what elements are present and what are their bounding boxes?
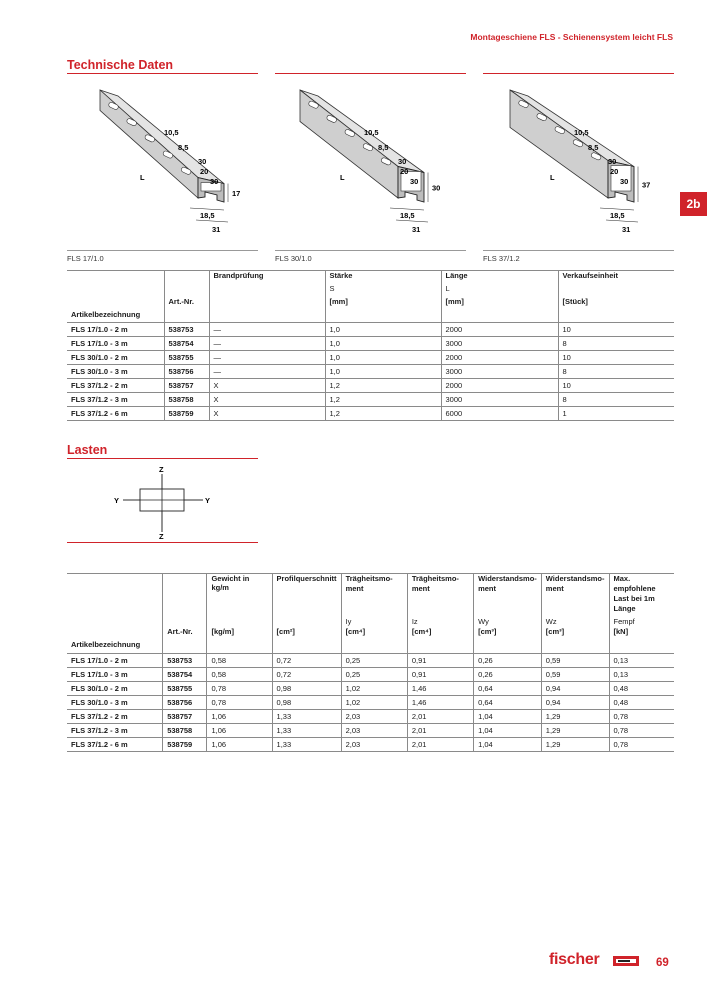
value-cell: 6000: [441, 407, 558, 421]
axis-label-y-left: Y: [114, 496, 120, 505]
value-cell: 0,91: [407, 653, 473, 667]
value-cell: X: [209, 393, 325, 407]
value-cell: 1,04: [474, 737, 542, 751]
unit-cm3: [cm³]: [474, 627, 542, 640]
col-header-iz: Trägheitsmo- ment: [407, 574, 473, 615]
dimension-label: 31: [412, 225, 421, 234]
dimension-label: 20: [200, 167, 209, 176]
dimension-label: 10,5: [164, 128, 179, 137]
table-row: [67, 323, 674, 337]
article-name-cell: FLS 37/1.2 - 6 m: [67, 737, 163, 751]
symbol-iz: Iz: [407, 614, 473, 627]
col-header-staerke: Stärke: [325, 271, 441, 284]
page-number: 69: [656, 957, 669, 969]
article-name-cell: FLS 37/1.2 - 3 m: [67, 393, 164, 407]
article-name-cell: FLS 17/1.0 - 2 m: [67, 323, 164, 337]
profile-drawing: [290, 80, 450, 245]
fischer-logo-mark: [613, 956, 639, 966]
article-number-cell: 538753: [164, 323, 209, 337]
symbol-l: L: [441, 284, 558, 297]
axis-diagram: [110, 462, 220, 542]
profile-drawing: [90, 80, 250, 245]
article-number-cell: 538756: [163, 695, 207, 709]
unit-cm4: [cm⁴]: [407, 627, 473, 640]
profile-drawing: [500, 80, 660, 245]
value-cell: 3000: [441, 337, 558, 351]
value-cell: 2,01: [407, 723, 473, 737]
value-cell: 10: [558, 323, 674, 337]
col-header-laenge: Länge: [441, 271, 558, 284]
unit-mm: [mm]: [441, 297, 558, 310]
dimension-label: 10,5: [574, 128, 589, 137]
table-row: [67, 365, 674, 379]
symbol-wz: Wz: [541, 614, 609, 627]
value-cell: 0,91: [407, 667, 473, 681]
value-cell: 0,13: [609, 653, 674, 667]
table-row: [67, 723, 674, 737]
dimension-label: 8,5: [588, 143, 599, 152]
article-name-cell: FLS 37/1.2 - 2 m: [67, 709, 163, 723]
article-number-cell: 538755: [164, 351, 209, 365]
value-cell: 2,03: [341, 723, 407, 737]
caption-rule: [275, 250, 466, 251]
article-name-cell: FLS 17/1.0 - 3 m: [67, 667, 163, 681]
dimension-label: 8,5: [178, 143, 189, 152]
value-cell: —: [209, 365, 325, 379]
dimension-label: 30: [210, 177, 219, 186]
col-header-vke: Verkaufseinheit: [558, 271, 674, 284]
dimension-label: 18,5: [610, 211, 625, 220]
value-cell: 0,78: [609, 723, 674, 737]
value-cell: 0,64: [474, 695, 542, 709]
col-header-art-nr: Art.-Nr.: [164, 297, 209, 310]
value-cell: 0,58: [207, 653, 272, 667]
article-name-cell: FLS 37/1.2 - 2 m: [67, 379, 164, 393]
value-cell: 1,06: [207, 709, 272, 723]
value-cell: 1,29: [541, 709, 609, 723]
value-cell: 1,0: [325, 365, 441, 379]
profile-caption: FLS 30/1.0: [275, 254, 312, 263]
value-cell: 0,13: [609, 667, 674, 681]
value-cell: 2,03: [341, 737, 407, 751]
article-number-cell: 538757: [163, 709, 207, 723]
col-header-f: Max. empfohlene Last bei 1m Länge: [609, 574, 674, 615]
article-number-cell: 538758: [163, 723, 207, 737]
dimension-label: 20: [610, 167, 619, 176]
unit-cm3: [cm³]: [541, 627, 609, 640]
symbol-wy: Wy: [474, 614, 542, 627]
profile-caption: FLS 37/1.2: [483, 254, 520, 263]
symbol-f: Fempf: [609, 614, 674, 627]
value-cell: 0,78: [609, 709, 674, 723]
value-cell: —: [209, 351, 325, 365]
table-row: [67, 337, 674, 351]
section-rule: [275, 73, 466, 74]
value-cell: 1,02: [341, 681, 407, 695]
table-row: [67, 695, 674, 709]
value-cell: 1,46: [407, 695, 473, 709]
col-header-art-nr: Art.-Nr.: [163, 627, 207, 640]
value-cell: 0,25: [341, 653, 407, 667]
unit-stueck: [Stück]: [558, 297, 674, 310]
section-title-technical: Technische Daten: [67, 58, 174, 72]
value-cell: X: [209, 379, 325, 393]
value-cell: 0,64: [474, 681, 542, 695]
value-cell: 0,26: [474, 667, 542, 681]
dimension-label: 18,5: [400, 211, 415, 220]
value-cell: 1,06: [207, 737, 272, 751]
article-name-cell: FLS 17/1.0 - 2 m: [67, 653, 163, 667]
fischer-logo: fischer: [549, 951, 600, 968]
dimension-label: L: [550, 173, 555, 182]
dimension-label: 20: [400, 167, 409, 176]
unit-cm2: [cm²]: [272, 627, 341, 640]
unit-cm4: [cm⁴]: [341, 627, 407, 640]
value-cell: 0,94: [541, 695, 609, 709]
section-rule: [67, 458, 258, 459]
article-name-cell: FLS 30/1.0 - 3 m: [67, 695, 163, 709]
value-cell: 3000: [441, 393, 558, 407]
value-cell: 1,02: [341, 695, 407, 709]
section-title-loads: Lasten: [67, 443, 108, 457]
symbol-iy: Iy: [341, 614, 407, 627]
article-number-cell: 538759: [163, 737, 207, 751]
value-cell: 10: [558, 379, 674, 393]
article-name-cell: FLS 37/1.2 - 6 m: [67, 407, 164, 421]
article-number-cell: 538756: [164, 365, 209, 379]
value-cell: 0,59: [541, 667, 609, 681]
value-cell: 2000: [441, 379, 558, 393]
table-row: [67, 737, 674, 751]
value-cell: 0,58: [207, 667, 272, 681]
table-row: [67, 393, 674, 407]
value-cell: 2,01: [407, 709, 473, 723]
article-number-cell: 538754: [163, 667, 207, 681]
col-header-artikel: Artikelbezeichnung: [67, 310, 164, 323]
value-cell: 1,0: [325, 337, 441, 351]
value-cell: 1,0: [325, 351, 441, 365]
value-cell: 1,06: [207, 723, 272, 737]
dimension-label: L: [140, 173, 145, 182]
dimension-label: 18,5: [200, 211, 215, 220]
value-cell: 8: [558, 337, 674, 351]
value-cell: 0,78: [207, 681, 272, 695]
value-cell: 0,78: [207, 695, 272, 709]
technical-data-table: [67, 270, 674, 421]
table-row: [67, 653, 674, 667]
value-cell: 0,48: [609, 681, 674, 695]
table-row: [67, 667, 674, 681]
unit-kn: [kN]: [609, 627, 674, 640]
col-header-gewicht: Gewicht in kg/m: [207, 574, 272, 615]
value-cell: —: [209, 323, 325, 337]
article-number-cell: 538758: [164, 393, 209, 407]
profile-caption: FLS 17/1.0: [67, 254, 104, 263]
article-name-cell: FLS 37/1.2 - 3 m: [67, 723, 163, 737]
value-cell: 1,0: [325, 323, 441, 337]
table-row: [67, 681, 674, 695]
article-number-cell: 538757: [164, 379, 209, 393]
dimension-label: 30: [608, 157, 617, 166]
article-name-cell: FLS 30/1.0 - 3 m: [67, 365, 164, 379]
value-cell: 0,48: [609, 695, 674, 709]
section-rule: [67, 73, 258, 74]
article-name-cell: FLS 30/1.0 - 2 m: [67, 351, 164, 365]
unit-mm: [mm]: [325, 297, 441, 310]
col-header-wy: Widerstandsmo- ment: [474, 574, 542, 615]
value-cell: 0,25: [341, 667, 407, 681]
value-cell: 1,33: [272, 709, 341, 723]
value-cell: 1,2: [325, 379, 441, 393]
section-rule: [483, 73, 674, 74]
article-number-cell: 538759: [164, 407, 209, 421]
value-cell: 3000: [441, 365, 558, 379]
value-cell: 1,04: [474, 723, 542, 737]
article-number-cell: 538755: [163, 681, 207, 695]
symbol-s: S: [325, 284, 441, 297]
article-number-cell: 538754: [164, 337, 209, 351]
value-cell: 10: [558, 351, 674, 365]
value-cell: X: [209, 407, 325, 421]
value-cell: 0,26: [474, 653, 542, 667]
table-row: [67, 407, 674, 421]
value-cell: 8: [558, 365, 674, 379]
axis-label-z-top: Z: [159, 465, 164, 474]
section-rule: [67, 542, 258, 543]
value-cell: 2,03: [341, 709, 407, 723]
running-header: Montageschiene FLS - Schienensystem leicht FLS: [470, 32, 673, 42]
value-cell: 8: [558, 393, 674, 407]
axis-label-y-right: Y: [205, 496, 211, 505]
value-cell: 0,72: [272, 653, 341, 667]
value-cell: 1,33: [272, 737, 341, 751]
value-cell: 0,72: [272, 667, 341, 681]
col-header-iy: Trägheitsmo- ment: [341, 574, 407, 615]
chapter-tab[interactable]: 2b: [680, 192, 707, 216]
value-cell: 2000: [441, 351, 558, 365]
value-cell: 1: [558, 407, 674, 421]
dimension-label: 30: [198, 157, 207, 166]
value-cell: 1,2: [325, 407, 441, 421]
dimension-label: 30: [620, 177, 629, 186]
unit-kg-m: [kg/m]: [207, 627, 272, 640]
col-header-artikel: Artikelbezeichnung: [67, 640, 163, 653]
value-cell: 1,04: [474, 709, 542, 723]
value-cell: 0,98: [272, 695, 341, 709]
value-cell: 2000: [441, 323, 558, 337]
value-cell: 0,98: [272, 681, 341, 695]
value-cell: 1,2: [325, 393, 441, 407]
value-cell: 1,29: [541, 723, 609, 737]
dimension-label: L: [340, 173, 345, 182]
table-row: [67, 379, 674, 393]
value-cell: 0,94: [541, 681, 609, 695]
value-cell: —: [209, 337, 325, 351]
caption-rule: [67, 250, 258, 251]
article-name-cell: FLS 17/1.0 - 3 m: [67, 337, 164, 351]
value-cell: 0,59: [541, 653, 609, 667]
dimension-label: 30: [398, 157, 407, 166]
col-header-wz: Widerstandsmo- ment: [541, 574, 609, 615]
table-row: [67, 351, 674, 365]
dimension-label: 31: [212, 225, 221, 234]
value-cell: 1,33: [272, 723, 341, 737]
table-row: [67, 709, 674, 723]
dimension-label: 37: [642, 180, 651, 190]
value-cell: 2,01: [407, 737, 473, 751]
dimension-label: 10,5: [364, 128, 379, 137]
article-name-cell: FLS 30/1.0 - 2 m: [67, 681, 163, 695]
dimension-label: 30: [432, 183, 441, 193]
load-data-table: [67, 573, 674, 752]
dimension-label: 31: [622, 225, 631, 234]
axis-label-z-bottom: Z: [159, 532, 164, 541]
col-header-profil: Profilquerschnitt: [272, 574, 341, 615]
value-cell: 0,78: [609, 737, 674, 751]
value-cell: 1,46: [407, 681, 473, 695]
article-number-cell: 538753: [163, 653, 207, 667]
caption-rule: [483, 250, 674, 251]
col-header-brand: Brandprüfung: [209, 271, 325, 284]
value-cell: 1,29: [541, 737, 609, 751]
dimension-label: 30: [410, 177, 419, 186]
dimension-label: 17: [232, 188, 241, 198]
dimension-label: 8,5: [378, 143, 389, 152]
